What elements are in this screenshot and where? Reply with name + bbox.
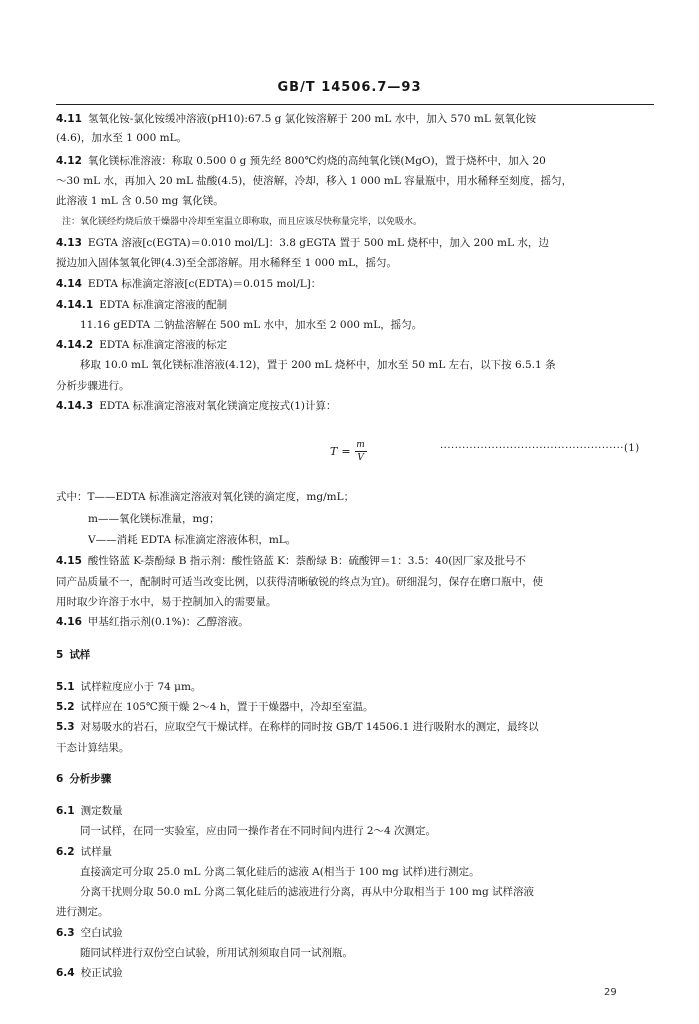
text-line [56,966,654,980]
line-text: 分离干扰则分取 50.0 mL 分离二氧化硅后的滤液进行分离，再从中分取相当于 100 mg 试样溶液 [80,886,535,898]
line-text: EDTA 标准滴定溶液的标定 [99,339,228,351]
line-text: 进行测定。 [56,906,109,918]
line-text: 分析步骤 [69,773,112,785]
text-line [80,824,654,838]
text-line [56,575,654,589]
line-text: (4.6)，加水至 1 000 mL。 [56,132,188,144]
formula-1 [330,440,390,463]
text-line [56,131,654,145]
page-number: 29 [604,987,617,998]
text-line [56,845,654,859]
text-line [56,680,654,694]
line-text: 同一试样，在同一实验室，应由同一操作者在不同时间内进行 2～4 次测定。 [80,825,437,837]
text-line [56,154,654,168]
clause-number: 4.14.2 [56,339,94,351]
line-text: 空白试验 [80,927,123,939]
line-text: 移取 10.0 mL 氧化镁标准溶液(4.12)，置于 200 mL 烧杯中，加水至 50 mL 左右，以下按 6.5.1 条 [80,359,556,371]
formula-numerator: m [356,440,365,450]
text-line [56,338,654,352]
text-line [80,946,654,960]
clause-number: 5.3 [56,721,75,733]
line-text: 测定数量 [80,805,123,817]
text-line [88,533,654,547]
line-text: EDTA 标准滴定溶液[c(EDTA)＝0.015 mol/L]： [87,278,322,290]
line-text: 式中：T——EDTA 标准滴定溶液对氧化镁的滴定度，mg/mL； [56,491,355,503]
text-line [56,700,654,714]
clause-number: 4.11 [56,113,82,125]
line-text: 干态计算结果。 [56,742,130,754]
text-line [56,595,654,609]
clause-number: 4.14 [56,278,82,290]
line-text: 此溶液 1 mL 含 0.50 mg 氧化镁。 [56,195,224,207]
text-line [56,174,654,188]
formula-lhs: T [330,445,338,458]
text-line [56,490,654,504]
line-text: 试样量 [80,846,113,858]
clause-number: 4.15 [56,555,82,567]
clause-number: 6 [56,773,64,785]
text-line [56,236,654,250]
clause-number: 4.14.1 [56,299,94,311]
fraction-bar [355,451,367,452]
clause-number: 4.14.3 [56,400,94,412]
text-line [56,554,654,568]
line-text: 分析步骤进行。 [56,380,130,392]
clause-number: 6.2 [56,846,75,858]
clause-number: 5.2 [56,701,75,713]
clause-number: 4.13 [56,237,82,249]
line-text: 随同试样进行双份空白试验，所用试剂须取自同一试剂瓶。 [80,947,353,959]
line-text: ～30 mL 水，再加入 20 mL 盐酸(4.5)，使溶解，冷却，移入 1 000 mL 容量瓶中，用水稀释至刻度，摇匀， [56,175,573,187]
text-line [80,865,654,879]
text-line [56,741,654,755]
clause-number: 5.1 [56,681,75,693]
text-line [56,112,654,126]
text-line [56,926,654,940]
text-line [56,277,654,291]
clause-number: 4.16 [56,616,82,628]
text-line [56,379,654,393]
clause-number: 6.1 [56,805,75,817]
line-text: 氢氧化铵-氯化铵缓冲溶液(pH10):67.5 g 氯化铵溶解于 200 mL 水中，加入 570 mL 氨氧化铵 [87,113,537,125]
formula-equals: = [341,445,351,458]
line-text: m——氧化镁标准量，mg； [88,513,220,525]
text-line [56,804,654,818]
line-text: 注：氧化镁经灼烧后放干燥器中冷却至室温立即称取，而且应该尽快称量完毕，以免吸水。 [62,217,423,227]
line-text: 氧化镁标准溶液：称取 0.500 0 g 预先经 800℃灼烧的高纯氧化镁(MgO)，置于烧杯中，加入 20 [87,155,546,167]
line-text: EGTA 溶液[c(EGTA)＝0.010 mol/L]：3.8 gEGTA 置于 500 mL 烧杯中，加入 200 mL 水，边 [87,237,549,249]
text-line [56,298,654,312]
clause-number: 5 [56,649,64,661]
line-text: 用时取少许溶于水中，易于控制加入的需要量。 [56,596,277,608]
standard-header: GB/T 14506.7—93 [277,80,422,95]
clause-number: 6.4 [56,967,75,979]
text-line [56,905,654,919]
text-line [80,318,654,332]
text-line [56,194,654,208]
line-text: EDTA 标准滴定溶液的配制 [99,299,228,311]
formula-leader [440,443,654,454]
leader-dots: ·················································· [440,443,624,454]
header-rule [56,104,654,105]
text-line [56,615,654,629]
formula-number: (1) [623,443,640,454]
text-line [80,885,654,899]
line-text: 酸性铬蓝 K-萘酚绿 B 指示剂：酸性铬蓝 K：萘酚绿 B：硫酸钾＝1：3.5：40(因厂家及批号不 [87,555,526,567]
text-line [88,512,654,526]
text-line [62,215,654,229]
text-line [56,648,654,662]
line-text: 甲基红指示剂(0.1%)：乙醇溶液。 [87,616,249,628]
formula-fraction [355,440,367,463]
line-text: 直接滴定可分取 25.0 mL 分离二氧化硅后的滤液 A(相当于 100 mg 试样)进行测定。 [80,866,480,878]
clause-number: 6.3 [56,927,75,939]
clause-number: 4.12 [56,155,82,167]
text-line [56,399,654,413]
line-text: 试样 [69,649,91,661]
line-text: 搅边加入固体氢氧化钾(4.3)至全部溶解。用水稀释至 1 000 mL，摇匀。 [56,257,398,269]
line-text: 试样应在 105℃预干燥 2～4 h，置于干燥器中，冷却至室温。 [80,701,374,713]
text-line [80,358,654,372]
line-text: 11.16 gEDTA 二钠盐溶解在 500 mL 水中，加水至 2 000 mL，摇匀。 [80,319,423,331]
line-text: 同产品质量不一，配制时可适当改变比例，以获得清晰敏锐的终点为宜)。研细混匀，保存在磨口瓶中，使 [56,576,544,588]
line-text: EDTA 标准滴定溶液对氧化镁滴定度按式(1)计算： [99,400,337,412]
line-text: 试样粒度应小于 74 μm。 [80,681,202,693]
text-line [56,720,654,734]
line-text: 对易吸水的岩石，应取空气干燥试样。在称样的同时按 GB/T 14506.1 进行吸附水的测定，最终以 [80,721,539,733]
line-text: 校正试验 [80,967,123,979]
text-line [56,772,654,786]
line-text: V——消耗 EDTA 标准滴定溶液体积，mL。 [88,534,297,546]
text-line [56,256,654,270]
formula-denominator: V [357,453,364,463]
